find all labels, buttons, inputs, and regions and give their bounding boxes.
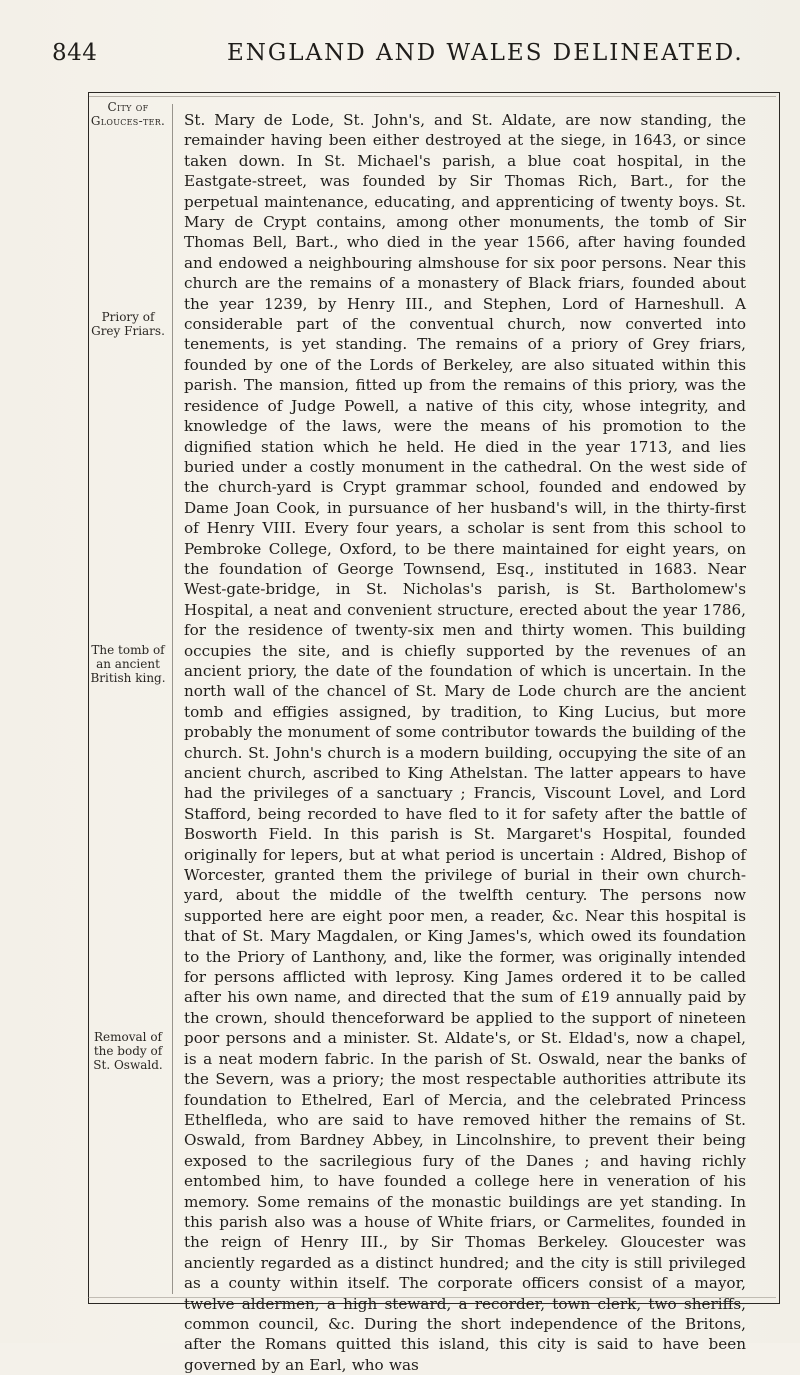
margin-note-city: City of Glouces-ter. xyxy=(90,100,166,128)
margin-notes xyxy=(88,100,168,1290)
margin-note-priory: Priory of Grey Friars. xyxy=(91,310,165,338)
body-text: St. Mary de Lode, St. John's, and St. Aldate, are now standing, the remainder having been either destroyed at the siege, in 1643, or since taken down. In St. Michael's parish, a blue coat hospital, in the Eastgate-street, was founded by Sir Thomas Rich, Bart., for the perpetual maintenance, educating, and apprenticing of twenty boys. St. Mary de Crypt contains, among other monuments, the tomb of Sir Thomas Bell, Bart., who died in the year 1566, after having founded and endowed a neighbouring almshouse for six poor persons. Near this church are the remains of a monastery of Black friars, founded about the year 1239, by Henry III., and Stephen, Lord of Harneshull. A considerable part of the conventual church, now converted into tenements, is yet standing. The remains of a priory of Grey friars, founded by one of the Lords of Berkeley, are also situated within this parish. The mansion, fitted up from the remains of this priory, was the residence of Judge Powell, a native of this city, whose integrity, and knowledge of the laws, were the means of his promotion to the dignified station which he held. He died in the year 1713, and lies buried under a costly monument in the cathedral. On the west side of the church-yard is Crypt grammar school, founded and endowed by Dame Joan Cook, in pursuance of her husband's will, in the thirty-first of Henry VIII. Every four years, a scholar is sent from this school to Pembroke College, Oxford, to be there maintained for eight years, on the foundation of George Townsend, Esq., instituted in 1683. Near West-gate-bridge, in St. Nicholas's parish, is St. Bartholomew's Hospital, a neat and convenient structure, erected about the year 1786, for the residence of twenty-six men and thirty women. This building occupies the site, and is chiefly supported by the revenues of an ancient priory, the date of the foundation of which is uncertain. In the north wall of the chancel of St. Mary de Lode church are the ancient tomb and effigies assigned, by tradition, to King Lucius, but more probably the monument of some contributor towards the building of the church. St. John's church is a modern building, occupying the site of an ancient church, ascribed to King Athelstan. The latter appears to have had the privileges of a sanctuary ; Francis, Viscount Lovel, and Lord Stafford, being recorded to have fled to it for safety after the battle of Bosworth Field. In this parish is St. Margaret's Hospital, founded originally for lepers, but at what period is uncertain : Aldred, Bishop of Worcester, granted them the privilege of burial in their own church-yard, about the middle of the twelfth century. The persons now supported here are eight poor men, a reader, &c. Near this hospital is that of St. Mary Magdalen, or King James's, which owed its foundation to the Priory of Lanthony, and, like the former, was originally intended for persons afflicted with leprosy. King James ordered it to be called after his own name, and directed that the sum of £19 annually paid by the crown, should thenceforward be applied to the support of nineteen poor persons and a minister. St. Aldate's, or St. Eldad's, now a chapel, is a neat modern fabric. In the parish of St. Oswald, near the banks of the Severn, was a priory; the most respectable authorities attribute its foundation to Ethelred, Earl of Mercia, and the celebrated Princess Ethelfleda, who are said to have removed hither the remains of St. Oswald, from Bardney Abbey, in Lincolnshire, to prevent their being exposed to the sacrilegious fury of the Danes ; and having richly entombed him, to have founded a college here in veneration of his memory. Some remains of the monastic buildings are yet standing. In this parish also was a house of White friars, or Carmelites, founded in the reign of Henry III., by Sir Thomas Berkeley. Gloucester was anciently regarded as a distinct hundred; and the city is still privileged as a county within itself. The corporate officers consist of a mayor, twelve aldermen, a high steward, a recorder, town clerk, two sheriffs, common council, &c. During the short independence of the Britons, after the Romans quitted this island, this city is said to have been governed by an Earl, who was xyxy=(184,111,746,1374)
margin-note-tomb: The tomb of an ancient British king. xyxy=(90,643,166,685)
running-head xyxy=(52,40,782,74)
page-number: 844 xyxy=(52,40,98,66)
margin-note-removal: Removal of the body of St. Oswald. xyxy=(93,1030,163,1072)
frame-rule-right xyxy=(779,92,780,1304)
text-column-rule xyxy=(172,104,173,1294)
frame-rule-top-inner xyxy=(88,96,776,97)
frame-rule-top xyxy=(88,92,780,93)
running-title: ENGLAND AND WALES DELINEATED. xyxy=(227,40,744,66)
